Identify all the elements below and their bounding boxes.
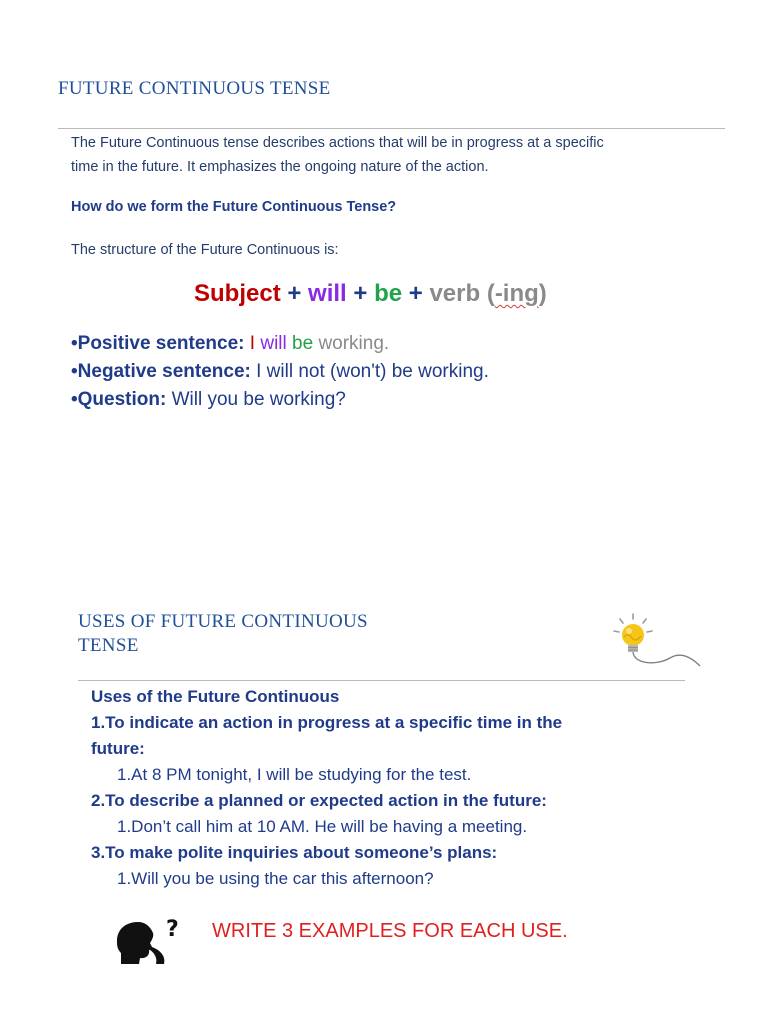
positive-label: •Positive sentence: [71,333,245,354]
intro-line-2: time in the future. It emphasizes the ongoing nature of the action. [71,159,489,175]
positive-working: working. [318,333,390,354]
intro-line-1: The Future Continuous tense describes actions that will be in progress at a specific [71,135,604,151]
positive-be: be [292,333,314,354]
thinking-head-icon [112,912,186,970]
use-1-title-line-1: 1.To indicate an action in progress at a specific time in the [91,713,563,732]
pattern-question [71,386,346,414]
pattern-negative [71,358,489,386]
form-question-heading: How do we form the Future Continuous Tense? [71,199,397,215]
uses-divider [78,680,685,681]
positive-will: will [260,333,287,354]
lightbulb-icon [608,612,704,670]
formula-verb: verb ( [429,280,495,307]
use-1-title-line-2: future: [91,739,145,758]
question-text: Will you be working? [171,389,346,410]
pattern-positive [71,330,389,358]
intro-paragraph [71,131,711,179]
use-3-title: 3.To make polite inquiries about someone’s plans: [91,843,498,862]
structure-formula [194,280,547,308]
formula-will: will [308,280,347,307]
use-1-example: 1.At 8 PM tonight, I will be studying for the test. [117,765,472,784]
negative-label: •Negative sentence: [71,361,251,382]
svg-text:?: ? [166,917,179,942]
title-divider [58,128,725,129]
formula-ing: -ing [494,280,539,307]
use-3-example: 1.Will you be using the car this afternoon? [117,869,434,888]
uses-list [91,684,751,892]
section-title-uses-line-2: TENSE [78,635,139,656]
formula-be: be [374,280,403,307]
write-examples-task: WRITE 3 EXAMPLES FOR EACH USE. [212,920,568,942]
formula-close: ) [538,280,547,307]
positive-i: I [249,333,256,354]
question-label: •Question: [71,389,167,410]
page-title: FUTURE CONTINUOUS TENSE [58,78,331,99]
structure-intro: The structure of the Future Continuous is: [71,242,339,258]
formula-subject: Subject [194,280,281,307]
use-2-title: 2.To describe a planned or expected action in the future: [91,791,547,810]
section-title-uses [78,610,368,658]
section-title-uses-line-1: USES OF FUTURE CONTINUOUS [78,611,368,632]
formula-plus-3: + [402,280,430,307]
use-2-example: 1.Don’t call him at 10 AM. He will be having a meeting. [117,817,528,836]
formula-plus-2: + [346,280,375,307]
formula-plus-1: + [280,280,309,307]
negative-text: I will not (won't) be working. [256,361,489,382]
uses-heading: Uses of the Future Continuous [91,687,340,706]
